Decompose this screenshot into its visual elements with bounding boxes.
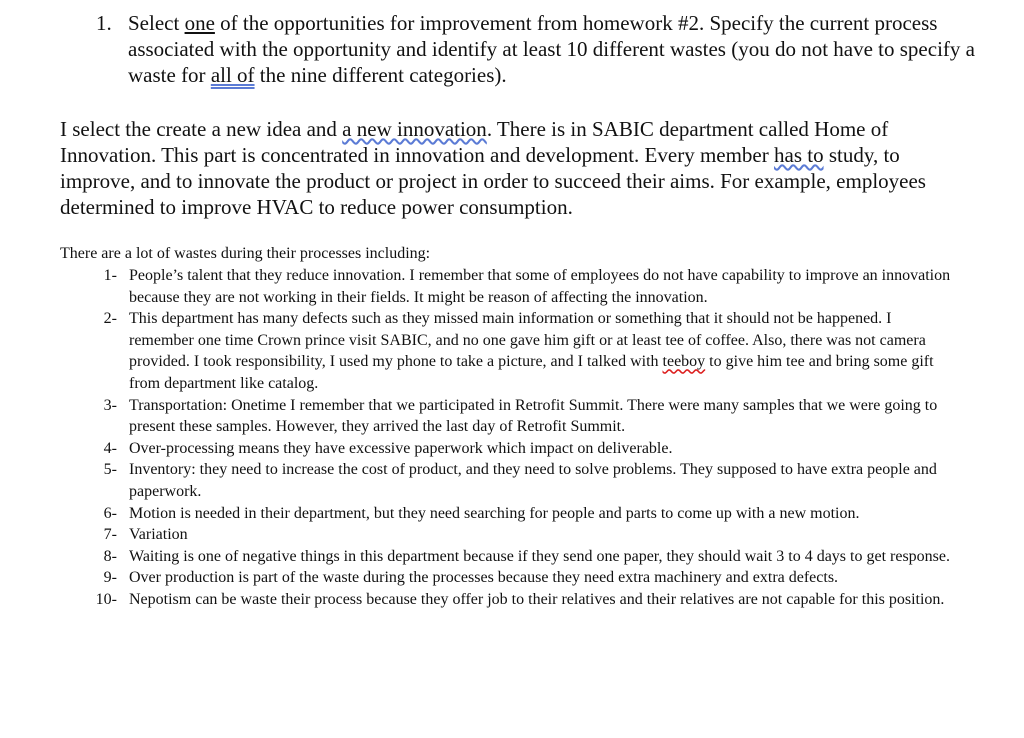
- list-item: [60, 395, 960, 438]
- wastes-list: [60, 265, 960, 611]
- item-text: Inventory: they need to increase the cost of product, and they need to solve problems. They supposed to have extra people and paperwork.: [129, 461, 937, 500]
- item-text: Transportation: Onetime I remember that we participated in Retrofit Summit. There were many samples that we were going to present these samples. However, they arrived the last day of Retrofit Summit.: [129, 396, 938, 436]
- underlined-one: one: [184, 11, 215, 35]
- item-text: This department has many defects such as they missed main information or something that it should not be happened. I remember one time Crown prince visit SABIC, and no one gave him gift or at least tee of coffee. Also, there was not camera provided. I took responsibility, I used my phone to take a picture, and I talked with: [129, 310, 926, 371]
- question-number: 1.: [96, 11, 112, 35]
- item-number: 6-: [103, 504, 117, 522]
- item-text: to give him tee and bring some gift from department like catalog.: [129, 353, 934, 392]
- list-item: [60, 546, 960, 568]
- list-item: [60, 438, 960, 460]
- item-number: 2-: [103, 310, 117, 328]
- list-item: [60, 524, 960, 546]
- intro-text-part: study, to improve, and to innovate the product or project in order to succeed their aims. For example, employees determined to improve HVAC to reduce power consumption.: [60, 143, 926, 219]
- list-item: [60, 589, 960, 611]
- question-text-part: the nine different categories).: [254, 63, 507, 87]
- spelling-flag-teeboy: teeboy: [662, 353, 706, 371]
- intro-text-part: . There is in SABIC department called Home of Innovation. This part is concentrated in innovation and development. Every member: [60, 117, 889, 167]
- question-paragraph: [96, 10, 976, 88]
- intro-text-part: I select the create a new idea and: [60, 117, 343, 141]
- question-text: [128, 10, 976, 88]
- item-text: People’s talent that they reduce innovation. I remember that some of employees do not have capability to improve an innovation because they are not working in their fields. It might be reason of affecting the innovation.: [129, 267, 951, 306]
- item-text: Nepotism can be waste their process because they offer job to their relatives and their relatives are not capable for this position.: [129, 590, 945, 608]
- item-number: 4-: [103, 439, 117, 457]
- question-text-part: Select: [128, 11, 185, 35]
- question-text-part: of the opportunities for improvement from homework #2. Specify the current process associated with the opportunity and identify at least 10 different wastes (you do not have to specify a waste for: [128, 11, 975, 87]
- item-number: 3-: [103, 396, 117, 414]
- list-item: [60, 308, 960, 394]
- grammar-flag-has-to: has to: [774, 143, 824, 167]
- intro-paragraph: [60, 116, 960, 220]
- wastes-lead: There are a lot of wastes during their processes including:: [60, 245, 431, 262]
- item-number: 8-: [103, 547, 117, 565]
- item-text: Motion is needed in their department, but they need searching for people and parts to come up with a new motion.: [129, 504, 860, 522]
- item-text: Over-processing means they have excessive paperwork which impact on deliverable.: [129, 439, 673, 457]
- item-number: 5-: [103, 461, 117, 479]
- underlined-all-of: all of: [210, 63, 255, 87]
- item-text: Variation: [129, 526, 188, 544]
- list-item: [60, 567, 960, 589]
- list-item: [60, 503, 960, 525]
- grammar-flag-new-innovation: a new innovation: [342, 117, 487, 141]
- item-number: 9-: [103, 569, 117, 587]
- item-text: Over production is part of the waste during the processes because they need extra machinery and extra defects.: [129, 569, 839, 587]
- item-text: Waiting is one of negative things in this department because if they send one paper, they should wait 3 to 4 days to get response.: [129, 547, 950, 565]
- list-item: [60, 459, 960, 502]
- list-item: [60, 265, 960, 308]
- item-number: 1-: [103, 267, 117, 284]
- item-number: 10-: [95, 590, 117, 608]
- item-number: 7-: [103, 526, 117, 544]
